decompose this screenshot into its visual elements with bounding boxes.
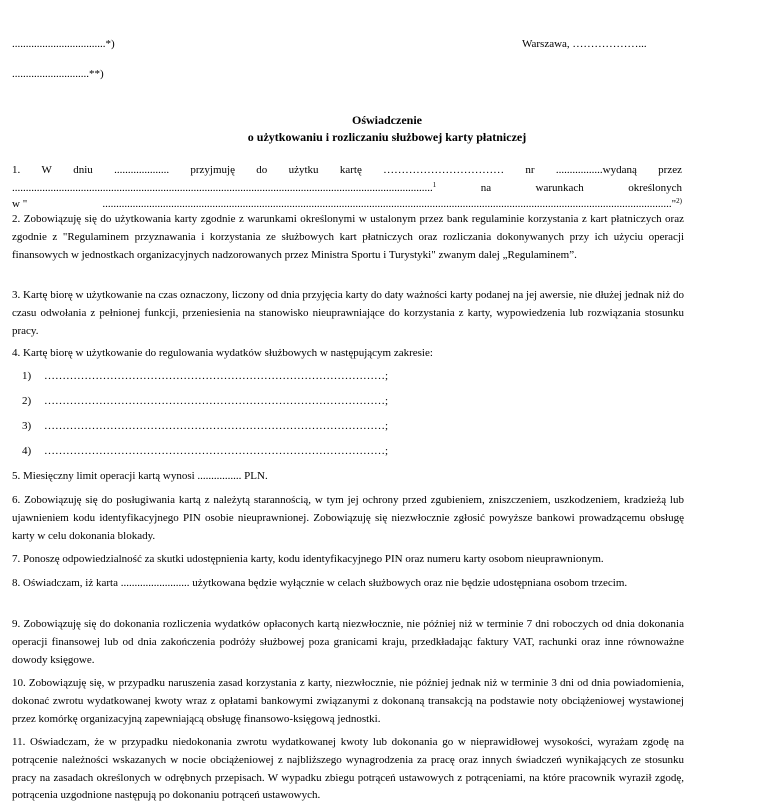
footnote-marker: 2)	[676, 197, 682, 205]
p1-word: kartę	[339, 164, 362, 176]
list-number: 2)	[22, 395, 32, 407]
p1-word: w "	[12, 198, 28, 210]
scope-list-item	[22, 445, 388, 457]
paragraph-6: 6. Zobowiązuję się do posługiwania kartą z należytą starannością, w tym jej ochrony przed zgubieniem, zniszczeniem, uszkodzeniem, kradzieżą lub ujawnieniem kodu identyfikacyjnego PIN osobie nieuprawnionej. Zobowiązuję się niezwłocznie zgłosić powyższe bankowi prowadzącemu obsługę karty w celu dokonania blokady.	[12, 494, 684, 542]
p1-word: nr	[525, 164, 535, 176]
p1-date-blank: ....................	[114, 164, 170, 176]
p1-card-blank: ……………………………	[383, 164, 505, 176]
header-left-placeholder-2: ............................**)	[12, 68, 104, 80]
p1-issuer-blank	[12, 181, 436, 194]
p1-word: warunkach	[535, 182, 584, 194]
header-city-date: Warszawa, ………………...	[522, 38, 647, 50]
scope-list-item	[22, 420, 388, 432]
list-number: 4)	[22, 445, 32, 457]
p1-terms-blank	[102, 197, 682, 210]
paragraph-5: 5. Miesięczny limit operacji kartą wynosi ................ PLN.	[12, 470, 268, 482]
paragraph-4: 4. Kartę biorę w użytkowanie do regulowania wydatków służbowych w następującym zakresie:	[12, 347, 433, 359]
paragraph-1-line-2	[12, 181, 682, 197]
paragraph-7: 7. Ponoszę odpowiedzialność za skutki udostępnienia karty, kodu identyfikacyjnego PIN oraz numeru karty osobom nieuprawnionym.	[12, 553, 604, 565]
p1-word: do	[256, 164, 268, 176]
paragraph-11: 11. Oświadczam, że w przypadku niedokonania zwrotu wydatkowanej kwoty lub dokonania go w nieprawidłowej wysokości, wyrażam zgodę na potrącenie należności wskazanych w nocie obciążeniowej z najbliższego wynagrodzenia za pracę oraz innych świadczeń wynikających ze stosunku pracy na zasadach określonych w odrębnych przepisach. W wypadku zbiegu potrąceń ustawowych z potrąceniami, na które pracownik wyraził zgodę, potrącenia uzgodnione następują po dokonaniu potrąceń ustawowych.	[12, 736, 684, 802]
p1-issuer-dots: .........................................................................................................................................................	[12, 182, 433, 194]
document-title: Oświadczenie	[352, 113, 422, 127]
paragraph-1-line-1	[12, 164, 682, 180]
list-number: 1)	[22, 370, 32, 382]
p1-word: użytku	[288, 164, 319, 176]
paragraph-8: 8. Oświadczam, iż karta ......................... użytkowana będzie wyłącznie w celach służbowych oraz nie będzie udostępniana osobom trzecim.	[12, 577, 628, 589]
p1-word: przyjmuję	[190, 164, 235, 176]
scope-list-item	[22, 370, 388, 382]
paragraph-2: 2. Zobowiązuję się do użytkowania karty zgodnie z warunkami określonymi w ustalonym przez bank regulaminie korzystania z kart płatniczych oraz zgodnie z "Regulaminem przyznawania i korzystania ze służbowych kart płatniczych oraz rozliczania dokonywanych przy ich użyciu operacji finansowych w jednostkach organizacyjnych nadzorowanych przez Ministra Sportu i Turystyki" zwanym dalej „Regulaminem”.	[12, 213, 684, 261]
paragraph-9: 9. Zobowiązuję się do dokonania rozliczenia wydatków opłaconych kartą niezwłocznie, nie później niż w terminie 7 dni roboczych od dnia dokonania operacji finansowej lub od dnia zakończenia podróży służbowej poza granicami kraju, przedkładając faktury VAT, rachunki oraz inne równoważne dowody księgowe.	[12, 618, 684, 666]
list-blank: …………………………………………………………………………………;	[44, 445, 389, 457]
p1-word: W	[41, 164, 52, 176]
p1-word: przez	[658, 164, 682, 176]
list-blank: …………………………………………………………………………………;	[44, 395, 389, 407]
p1-word: na	[480, 182, 492, 194]
list-number: 3)	[22, 420, 32, 432]
scope-list-item	[22, 395, 388, 407]
list-blank: …………………………………………………………………………………;	[44, 370, 389, 382]
p1-terms-dots: ..............................................................................................................................................................................................................."	[102, 198, 677, 210]
p1-word: dniu	[73, 164, 93, 176]
footnote-marker: 1	[432, 181, 437, 189]
p1-word: określonych	[628, 182, 682, 194]
list-blank: …………………………………………………………………………………;	[44, 420, 389, 432]
paragraph-10: 10. Zobowiązuję się, w przypadku naruszenia zasad korzystania z karty, niezwłocznie, nie później jednak niż w terminie 3 dni od dnia powiadomienia, dokonać zwrotu wydatkowanej kwoty wraz z opłatami bankowymi związanymi z dokonaną transakcją na podstawie noty obciążeniowej wystawionej przez komórkę organizacyjną zapewniającą obsługę finansowo-księgową jednostki.	[12, 677, 684, 725]
p1-word: 1.	[12, 164, 21, 176]
paragraph-3: 3. Kartę biorę w użytkowanie na czas oznaczony, liczony od dnia przyjęcia karty do daty ważności karty podanej na jej awersie, nie dłużej jednak niż do czasu odwołania z pełnionej funkcji, przeniesienia na stanowisko nieuprawniające do korzystania z karty, wypowiedzenia lub rozwiązania stosunku pracy.	[12, 289, 684, 337]
document-subtitle: o użytkowaniu i rozliczaniu służbowej karty płatniczej	[247, 130, 527, 144]
p1-number-blank: .................wydaną	[555, 164, 637, 176]
header-left-placeholder-1: ..................................*)	[12, 38, 115, 50]
